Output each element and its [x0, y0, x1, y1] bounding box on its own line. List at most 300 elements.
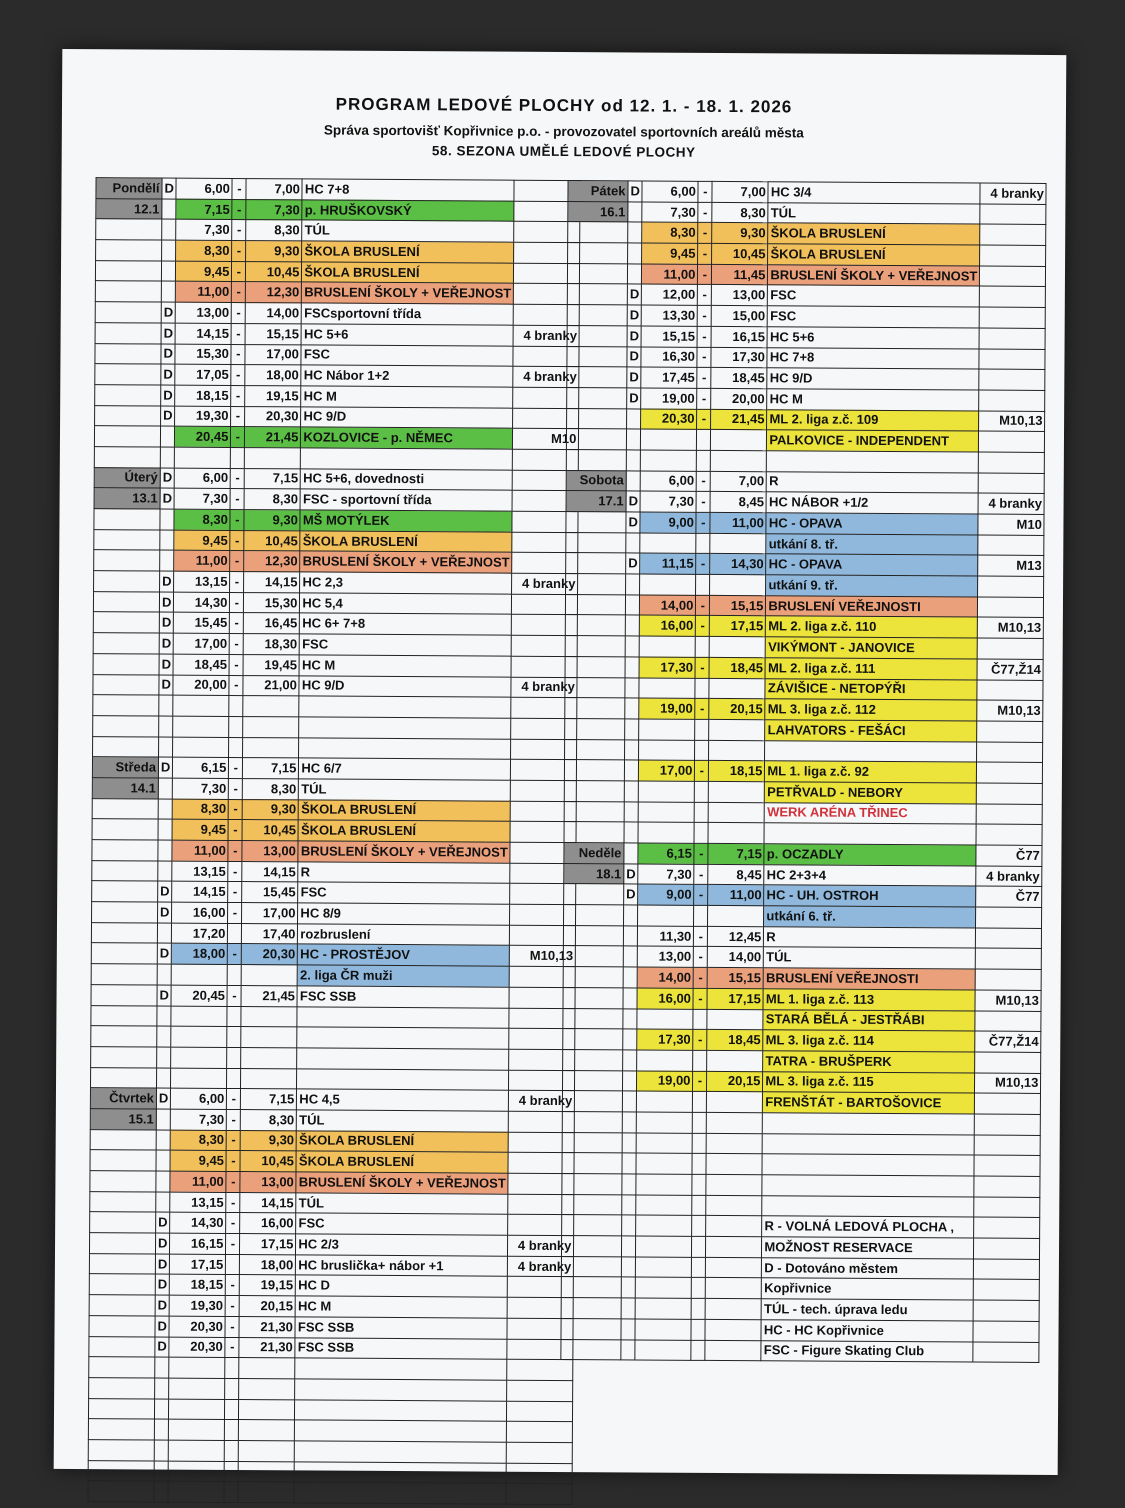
schedule-row [94, 488, 578, 512]
cell-sep [692, 1257, 706, 1278]
cell-sep: - [231, 468, 245, 489]
cell-act: HC - UH. OSTROH [764, 885, 976, 907]
cell-act: KOZLOVICE - p. NĚMEC [301, 427, 513, 449]
cell-t1: 9,45 [172, 819, 228, 840]
cell-t2: 8,30 [712, 202, 768, 223]
cell-sep: - [230, 509, 244, 530]
cell-dd: D [157, 985, 172, 1006]
cell-sep [225, 1440, 239, 1461]
schedule-row [94, 509, 578, 533]
cell-act [764, 823, 976, 845]
cell-t2: 12,30 [246, 282, 302, 303]
cell-act [762, 1175, 974, 1197]
cell-note: M10,13 [977, 700, 1043, 721]
cell-note [976, 948, 1042, 969]
cell-t2 [707, 1050, 763, 1071]
cell-dd: D [626, 512, 641, 533]
cell-dd [625, 739, 640, 760]
cell-t1: 11,00 [174, 551, 230, 572]
cell-note [979, 328, 1045, 349]
cell-note: 4 branky [978, 493, 1044, 514]
schedule-row [96, 198, 580, 222]
cell-t1: 8,30 [173, 799, 229, 820]
cell-t2: 18,45 [709, 657, 765, 678]
cell-dd [157, 923, 172, 944]
cell-act: WERK ARÉNA TŘINEC [765, 802, 977, 824]
cell-note [980, 204, 1046, 225]
cell-t2: 7,00 [711, 471, 767, 492]
cell-act: HC 5+6, dovednosti [301, 469, 513, 491]
cell-dd [160, 509, 175, 530]
cell-t1: 17,30 [637, 1029, 693, 1050]
cell-dd [627, 264, 642, 285]
cell-t2 [243, 716, 299, 737]
cell-t2 [710, 574, 766, 595]
schedule-row [567, 346, 1045, 370]
cell-t2: 20,15 [709, 699, 765, 720]
cell-sep: - [695, 699, 709, 720]
cell-dd [626, 574, 641, 595]
cell-day [562, 1111, 622, 1132]
cell-sep: - [696, 616, 710, 637]
cell-day [566, 512, 626, 533]
cell-t1: 13,30 [642, 305, 698, 326]
cell-day [93, 653, 159, 674]
cell-day [561, 1298, 621, 1319]
cell-dd [154, 1440, 169, 1461]
schedule-row [562, 1091, 1040, 1115]
cell-dd [156, 1130, 171, 1151]
cell-sep [693, 1050, 707, 1071]
cell-sep: - [231, 344, 245, 365]
cell-t2 [710, 533, 766, 554]
schedule-row [562, 1153, 1040, 1177]
cell-t2: 9,30 [244, 510, 300, 531]
cell-t2: 20,30 [245, 406, 301, 427]
cell-dd [623, 967, 638, 988]
cell-t2: 8,30 [241, 1109, 297, 1130]
cell-t1: 8,30 [176, 240, 232, 261]
cell-t2: 14,30 [710, 554, 766, 575]
cell-t2: 20,15 [239, 1296, 295, 1317]
cell-dd: D [161, 364, 176, 385]
schedule-row [561, 1298, 1039, 1322]
cell-t2: 20,00 [711, 388, 767, 409]
cell-t1: 13,15 [170, 1192, 226, 1213]
cell-act [297, 1027, 509, 1049]
cell-day [95, 385, 161, 406]
cell-act: ŠKOLA BRUSLENÍ [299, 800, 511, 822]
cell-t1: 17,45 [641, 367, 697, 388]
cell-day [91, 1047, 157, 1068]
cell-t2 [241, 1006, 297, 1027]
cell-sep [231, 447, 245, 468]
schedule-row [94, 467, 578, 491]
cell-day: Pátek [568, 181, 628, 202]
cell-note [979, 452, 1045, 473]
cell-day [562, 1153, 622, 1174]
schedule-row [562, 1070, 1040, 1094]
cell-t1: 6,00 [171, 1088, 227, 1109]
cell-note [974, 1259, 1040, 1280]
cell-t1 [637, 1133, 693, 1154]
cell-act: Kopřivnice [762, 1278, 974, 1300]
cell-t2: 7,00 [712, 181, 768, 202]
cell-t2: 14,15 [244, 572, 300, 593]
schedule-row [88, 1460, 572, 1484]
cell-dd: D [155, 1254, 170, 1275]
cell-dd [159, 737, 174, 758]
cell-act: VIKÝMONT - JANOVICE [766, 637, 978, 659]
schedule-row [565, 677, 1043, 701]
cell-act [762, 1133, 974, 1155]
cell-t2: 10,45 [712, 243, 768, 264]
cell-sep [694, 905, 708, 926]
schedule-row [564, 801, 1042, 825]
cell-note: M13 [978, 555, 1044, 576]
cell-t1 [169, 1357, 225, 1378]
cell-sep: - [694, 885, 708, 906]
cell-sep [227, 1068, 241, 1089]
schedule-row [93, 612, 577, 636]
cell-t1: 19,00 [637, 1071, 693, 1092]
cell-sep: - [231, 427, 245, 448]
schedule-row [562, 1111, 1040, 1135]
cell-t1: 19,00 [641, 388, 697, 409]
cell-note: M10 [978, 514, 1044, 535]
cell-dd: D [158, 902, 173, 923]
cell-t2: 7,15 [708, 843, 764, 864]
cell-day: Neděle [564, 843, 624, 864]
cell-act [299, 717, 511, 739]
cell-note [507, 1401, 573, 1422]
cell-dd [156, 1192, 171, 1213]
cell-t1: 20,00 [173, 675, 229, 696]
cell-act: FRENŠTÁT - BARTOŠOVICE [763, 1092, 975, 1114]
cell-t2 [707, 1133, 763, 1154]
cell-day [96, 219, 162, 240]
cell-act: utkání 6. tř. [764, 906, 976, 928]
cell-sep: - [696, 554, 710, 575]
cell-t2: 10,45 [240, 1151, 296, 1172]
cell-sep: - [694, 967, 708, 988]
cell-day [565, 636, 625, 657]
cell-day: 16.1 [568, 201, 628, 222]
cell-t1 [171, 1047, 227, 1068]
schedule-row [565, 739, 1043, 763]
cell-sep [229, 716, 243, 737]
cell-dd [158, 778, 173, 799]
cell-t2: 7,15 [245, 468, 301, 489]
cell-dd: D [161, 385, 176, 406]
cell-sep [227, 1027, 241, 1048]
cell-note [975, 969, 1041, 990]
cell-act: FSC - Figure Skating Club [761, 1340, 973, 1362]
schedule-row [88, 1481, 572, 1505]
cell-day [95, 322, 161, 343]
cell-act [295, 1420, 507, 1442]
cell-note [979, 431, 1045, 452]
schedule-row [89, 1295, 573, 1319]
cell-t1: 13,15 [172, 861, 228, 882]
schedule-row [565, 718, 1043, 742]
cell-day [91, 964, 157, 985]
cell-t1: 18,45 [173, 654, 229, 675]
cell-t2 [706, 1174, 762, 1195]
cell-t1 [636, 1174, 692, 1195]
cell-t1 [639, 781, 695, 802]
cell-sep: - [226, 1192, 240, 1213]
cell-sep [692, 1174, 706, 1195]
cell-t1 [639, 677, 695, 698]
cell-dd: D [159, 654, 174, 675]
cell-t2: 8,30 [244, 489, 300, 510]
cell-day [96, 240, 162, 261]
cell-dd [155, 1378, 170, 1399]
cell-day [563, 1029, 623, 1050]
cell-sep: - [229, 758, 243, 779]
season-label: 58. SEZONA UMĚLÉ LEDOVÉ PLOCHY [431, 143, 696, 160]
cell-day [93, 695, 159, 716]
schedule-row [94, 426, 578, 450]
cell-t1: 17,05 [175, 364, 231, 385]
cell-note: 4 branky [512, 573, 578, 594]
cell-day [92, 860, 158, 881]
cell-day [561, 1236, 621, 1257]
cell-t1 [639, 740, 695, 761]
cell-dd [157, 1026, 172, 1047]
cell-sep: - [698, 285, 712, 306]
cell-act [763, 1113, 975, 1135]
cell-t1: 13,00 [176, 302, 232, 323]
cell-act: MOŽNOST RESERVACE [762, 1237, 974, 1259]
cell-t1: 9,45 [170, 1150, 226, 1171]
schedule-row [91, 1067, 575, 1091]
cell-sep: - [698, 181, 712, 202]
cell-day [563, 1049, 623, 1070]
cell-note: 4 branky [513, 366, 579, 387]
cell-act: FSC [300, 634, 512, 656]
cell-act: BRUSLENÍ ŠKOLY + VEŘEJNOST [302, 282, 514, 304]
cell-act: ML 3. liga z.č. 112 [765, 699, 977, 721]
cell-day: 15.1 [90, 1109, 156, 1130]
cell-t1 [638, 822, 694, 843]
cell-t2: 15,15 [710, 595, 766, 616]
cell-dd [158, 819, 173, 840]
cell-sep: - [694, 843, 708, 864]
cell-t1: 18,15 [170, 1275, 226, 1296]
cell-note [507, 1380, 573, 1401]
cell-sep: - [697, 409, 711, 430]
cell-dd [160, 426, 175, 447]
cell-t1: 20,45 [175, 426, 231, 447]
cell-t2 [707, 1009, 763, 1030]
cell-act: TÚL - tech. úprava ledu [761, 1299, 973, 1321]
cell-t1: 17,00 [174, 633, 230, 654]
cell-t2: 9,30 [246, 241, 302, 262]
schedule-row [92, 860, 576, 884]
schedule-row [88, 1419, 572, 1443]
cell-day [94, 447, 160, 468]
cell-act: HC M [299, 655, 511, 677]
cell-act: HC bruslička+ nábor +1 [296, 1255, 508, 1277]
cell-day [88, 1460, 154, 1481]
cell-act [299, 737, 511, 759]
cell-act: MŠ MOTÝLEK [300, 510, 512, 532]
cell-act: utkání 8. tř. [766, 533, 978, 555]
cell-dd: D [155, 1316, 170, 1337]
page-subtitle: Správa sportovišť Kopřivnice p.o. - provozovatel sportovních areálů města [323, 122, 804, 141]
cell-act: BRUSLENÍ VEŘEJNOSTI [764, 968, 976, 990]
cell-sep [225, 1399, 239, 1420]
cell-day [92, 840, 158, 861]
cell-note [979, 473, 1045, 494]
cell-t2: 18,15 [709, 761, 765, 782]
cell-act: HC - OPAVA [766, 554, 978, 576]
schedule-row [93, 591, 577, 615]
schedule-row [90, 1150, 574, 1174]
cell-dd [157, 1006, 172, 1027]
cell-t2: 10,45 [242, 820, 298, 841]
cell-act: ML 1. liga z.č. 113 [763, 989, 975, 1011]
cell-t1 [169, 1378, 225, 1399]
schedule-row [567, 325, 1045, 349]
cell-t1 [640, 533, 696, 554]
cell-t1: 11,30 [638, 926, 694, 947]
cell-t2 [706, 1278, 762, 1299]
cell-act: TÚL [296, 1193, 508, 1215]
schedule-row [88, 1398, 572, 1422]
cell-dd [621, 1319, 636, 1340]
cell-day [561, 1318, 621, 1339]
cell-sep [225, 1358, 239, 1379]
cell-act: HC 9/D [299, 675, 511, 697]
cell-note [975, 1093, 1041, 1114]
cell-act: ML 3. liga z.č. 115 [763, 1071, 975, 1093]
schedule-row [91, 943, 575, 967]
cell-day [90, 1150, 156, 1171]
cell-t1 [175, 447, 231, 468]
schedule-row [95, 302, 579, 326]
cell-act [294, 1482, 506, 1504]
schedule-row [564, 760, 1042, 784]
cell-t1: 18,15 [175, 385, 231, 406]
schedule-row [92, 881, 576, 905]
schedule-row [563, 967, 1041, 991]
cell-dd [621, 1277, 636, 1298]
schedule-row [568, 201, 1046, 225]
cell-sep [692, 1154, 706, 1175]
cell-sep: - [230, 592, 244, 613]
schedule-row [91, 1026, 575, 1050]
schedule-row [568, 243, 1046, 267]
cell-t1: 8,30 [171, 1130, 227, 1151]
cell-note [977, 804, 1043, 825]
cell-day [91, 1005, 157, 1026]
cell-t2 [241, 1068, 297, 1089]
cell-note [978, 597, 1044, 618]
cell-act [295, 1358, 507, 1380]
cell-day [93, 716, 159, 737]
cell-dd [161, 261, 176, 282]
cell-day: Středa [92, 757, 158, 778]
schedule-row [564, 780, 1042, 804]
cell-t1: 14,30 [174, 592, 230, 613]
cell-sep: - [231, 323, 245, 344]
cell-day [94, 550, 160, 571]
schedule-row [92, 798, 576, 822]
cell-day [89, 1295, 155, 1316]
cell-day [92, 881, 158, 902]
cell-day [565, 718, 625, 739]
cell-t2 [711, 430, 767, 451]
schedule-row [564, 905, 1042, 929]
cell-sep [692, 1195, 706, 1216]
cell-t2: 17,00 [242, 903, 298, 924]
cell-t2 [242, 965, 298, 986]
schedule-row [566, 574, 1044, 598]
cell-sep: - [230, 572, 244, 593]
cell-act: ŠKOLA BRUSLENÍ [768, 244, 980, 266]
cell-t1: 20,30 [169, 1316, 225, 1337]
cell-act [297, 1048, 509, 1070]
cell-note [974, 1176, 1040, 1197]
cell-act: FSC [298, 882, 510, 904]
cell-act: HC M [767, 389, 979, 411]
cell-act: HC M [295, 1296, 507, 1318]
schedule-row [95, 364, 579, 388]
cell-dd [622, 1091, 637, 1112]
cell-dd: D [626, 491, 641, 512]
cell-day [561, 1339, 621, 1360]
cell-dd [158, 799, 173, 820]
cell-t2 [706, 1257, 762, 1278]
cell-act [765, 740, 977, 762]
cell-t2 [709, 740, 765, 761]
cell-day [95, 281, 161, 302]
cell-dd [161, 281, 176, 302]
cell-dd [158, 861, 173, 882]
cell-sep: - [227, 1089, 241, 1110]
cell-t2: 21,45 [245, 427, 301, 448]
schedule-row [96, 219, 580, 243]
cell-dd: D [161, 323, 176, 344]
cell-note [980, 286, 1046, 307]
cell-t2: 7,30 [246, 199, 302, 220]
cell-dd [625, 719, 640, 740]
cell-act: D - Dotováno městem [762, 1257, 974, 1279]
cell-t2 [243, 737, 299, 758]
cell-note [978, 576, 1044, 597]
cell-t2: 14,15 [242, 861, 298, 882]
cell-t1: 19,00 [639, 698, 695, 719]
cell-dd: D [160, 468, 175, 489]
cell-day [563, 987, 623, 1008]
cell-note: M10,13 [978, 617, 1044, 638]
cell-sep [227, 1047, 241, 1068]
cell-act: ŠKOLA BRUSLENÍ [296, 1151, 508, 1173]
cell-sep: - [228, 861, 242, 882]
cell-act: LAHVATORS - FEŠÁCI [765, 720, 977, 742]
schedule-row [93, 716, 577, 740]
schedule-row [91, 984, 575, 1008]
cell-act: HC - OPAVA [766, 513, 978, 535]
cell-sep [228, 923, 242, 944]
schedule-row [95, 385, 579, 409]
schedule-row [94, 529, 578, 553]
cell-t1 [639, 802, 695, 823]
cell-day [91, 1026, 157, 1047]
